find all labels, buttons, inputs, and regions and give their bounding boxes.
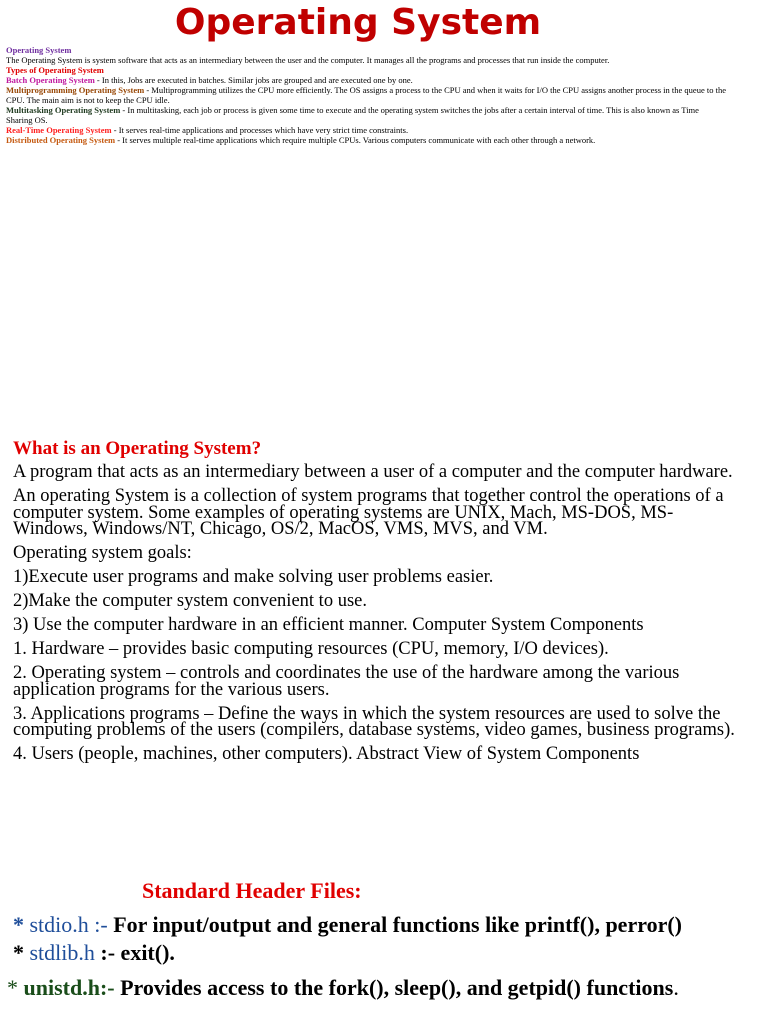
header-unistd-name: unistd.h:-	[23, 975, 115, 1000]
type-distributed-name: Distributed Operating System	[6, 135, 116, 145]
paragraph: 1)Execute user programs and make solving user problems easier.	[13, 567, 494, 587]
paragraph: A program that acts as an intermediary between a user of a computer and the computer hardware.	[13, 462, 733, 482]
header-stdio-desc: For input/output and general functions like printf(), perror()	[107, 912, 682, 937]
types-heading: Types of Operating System	[6, 65, 104, 75]
paragraph: 1. Hardware – provides basic computing resources (CPU, memory, I/O devices).	[13, 639, 609, 659]
page-title: Operating System	[174, 2, 542, 43]
header-unistd-desc: Provides access to the fork(), sleep(), and getpid() functions	[114, 975, 674, 1000]
section-heading: What is an Operating System?	[13, 438, 262, 459]
type-batch-desc: - In this, Jobs are executed in batches. Similar jobs are grouped and are executed one by one.	[94, 75, 413, 85]
type-multiprogramming-desc: - Multiprogramming utilizes the CPU more efficiently. The OS assigns a process to the CPU and when it waits for I/O the CPU assigns another process in the queue to the CPU. The main aim is not to keep the CPU idle.	[6, 85, 726, 105]
header-stdlib	[13, 940, 175, 966]
paragraph: 4. Users (people, machines, other computers). Abstract View of System Components	[13, 744, 640, 764]
os-notes	[6, 45, 726, 145]
type-multitasking-desc: - In multitasking, each job or process is given some time to execute and the operating system switches the jobs after a certain interval of time. This is also known as Time Sharing OS.	[6, 105, 699, 125]
paragraph: An operating System is a collection of system programs that together control the operations of a computer system. Some examples of operating systems are UNIX, Mach, MS-DOS, MS-Windows, Windows/NT, Chicago, OS/2, MacOS, VMS, MVS, and VM.	[13, 486, 724, 539]
type-multiprogramming-name: Multiprogramming Operating System	[6, 85, 145, 95]
type-realtime-desc: - It serves real-time applications and processes which have very strict time constraints.	[111, 125, 409, 135]
header-unistd-star: *	[7, 975, 24, 1000]
paragraph: 3) Use the computer hardware in an efficient manner. Computer System Components	[13, 615, 644, 635]
notes-heading: Operating System	[6, 45, 72, 55]
header-stdio	[13, 912, 682, 938]
header-unistd-end: .	[673, 975, 679, 1000]
type-distributed	[6, 135, 726, 145]
header-stdio-star: *	[13, 912, 30, 937]
type-multitasking-name: Multitasking Operating System	[6, 105, 121, 115]
notes-definition: The Operating System is system software that acts as an intermediary between the user and the computer. It manages all the programs and processes that run inside the computer.	[6, 55, 610, 65]
type-batch	[6, 75, 726, 85]
type-multitasking	[6, 105, 726, 125]
type-distributed-desc: - It serves multiple real-time applications which require multiple CPUs. Various computers communicate with each other through a network.	[115, 135, 596, 145]
main-body	[13, 464, 738, 770]
paragraph: 2. Operating system – controls and coordinates the use of the hardware among the various application programs for the various users.	[13, 663, 680, 700]
paragraph: Operating system goals:	[13, 543, 192, 563]
type-batch-name: Batch Operating System	[6, 75, 95, 85]
paragraph: 2)Make the computer system convenient to use.	[13, 591, 367, 611]
header-stdlib-desc: :- exit().	[94, 940, 175, 965]
type-realtime	[6, 125, 726, 135]
type-multiprogramming	[6, 85, 726, 105]
header-files-title: Standard Header Files:	[142, 878, 362, 903]
header-unistd	[7, 975, 679, 1001]
type-realtime-name: Real-Time Operating System	[6, 125, 112, 135]
paragraph: 3. Applications programs – Define the ways in which the system resources are used to solve the computing problems of the users (compilers, database systems, video games, business programs).	[13, 703, 735, 740]
header-stdio-name: stdio.h :-	[29, 912, 108, 937]
header-stdlib-name: stdlib.h	[29, 940, 95, 965]
header-stdlib-star: *	[13, 940, 30, 965]
